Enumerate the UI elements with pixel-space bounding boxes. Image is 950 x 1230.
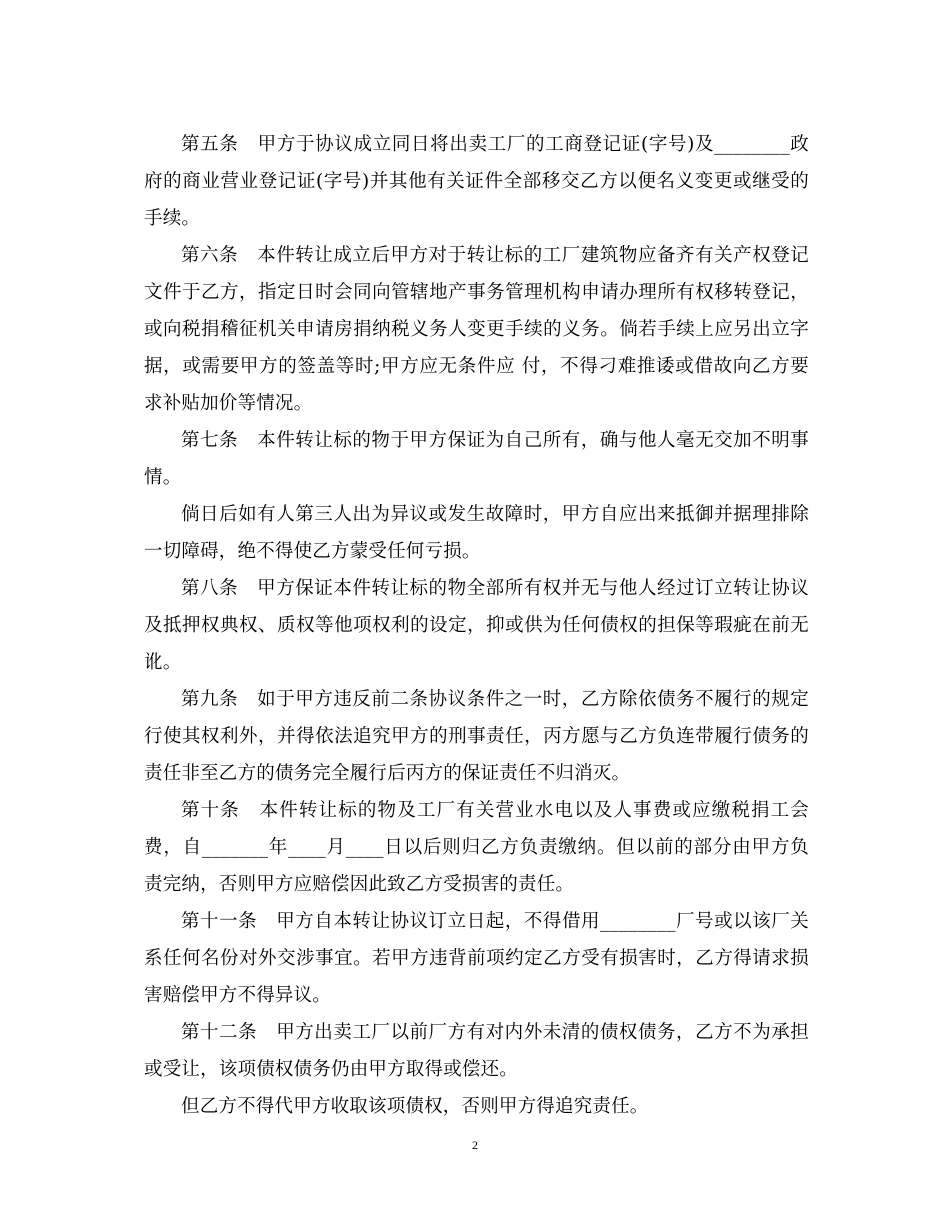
paragraph-article-10: 第十条 本件转让标的物及工厂有关营业水电以及人事费或应缴税捐工会费，自_______年____月____日以后则归乙方负责缴纳。但以前的部分由甲方负责完纳，否则甲方应赔偿因此致乙方受损害的责任。 (144, 800, 809, 895)
paragraph-article-7-supplement: 倘日后如有人第三人出为异议或发生故障时，甲方自应出来抵御并据理排除一切障碍，绝不得使乙方蒙受任何亏损。 (144, 504, 809, 562)
paragraph-article-8: 第八条 甲方保证本件转让标的物全部所有权并无与他人经过订立转让协议及抵押权典权、质权等他项权利的设定，抑或供为任何债权的担保等瑕疵在前无讹。 (144, 578, 809, 673)
paragraph-article-5: 第五条 甲方于协议成立同日将出卖工厂的工商登记证(字号)及________政府的商业营业登记证(字号)并其他有关证件全部移交乙方以便名义变更或继受的手续。 (144, 134, 809, 229)
paragraph-article-11: 第十一条 甲方自本转让协议订立日起，不得借用________厂号或以该厂关系任何名份对外交涉事宜。若甲方违背前项约定乙方受有损害时，乙方得请求损害赔偿甲方不得异议。 (144, 911, 809, 1006)
paragraph-article-6: 第六条 本件转让成立后甲方对于转让标的工厂建筑物应备齐有关产权登记文件于乙方，指定日时会同向管辖地产事务管理机构申请办理所有权移转登记，或向税捐稽征机关申请房捐纳税义务人变更手续的义务。倘若手续上应另出立字据，或需要甲方的签盖等时;甲方应无条件应 付，不得刁难推诿或借故向乙方要求补贴加价等情况。 (144, 245, 809, 414)
paragraph-article-12: 第十二条 甲方出卖工厂以前厂方有对内外未清的债权债务，乙方不为承担或受让，该项债权债务仍由甲方取得或偿还。 (144, 1022, 809, 1080)
document-body (144, 126, 809, 1125)
paragraph-article-9: 第九条 如于甲方违反前二条协议条件之一时，乙方除依债务不履行的规定行使其权利外，并得依法追究甲方的刑事责任，丙方愿与乙方负连带履行债务的责任非至乙方的债务完全履行后丙方的保证责任不归消灭。 (144, 689, 809, 784)
page-number: 2 (472, 1138, 478, 1152)
paragraph-article-12-supplement: 但乙方不得代甲方收取该项债权，否则甲方得追究责任。 (181, 1096, 649, 1117)
paragraph-article-7: 第七条 本件转让标的物于甲方保证为自己所有，确与他人毫无交加不明事情。 (144, 430, 809, 488)
